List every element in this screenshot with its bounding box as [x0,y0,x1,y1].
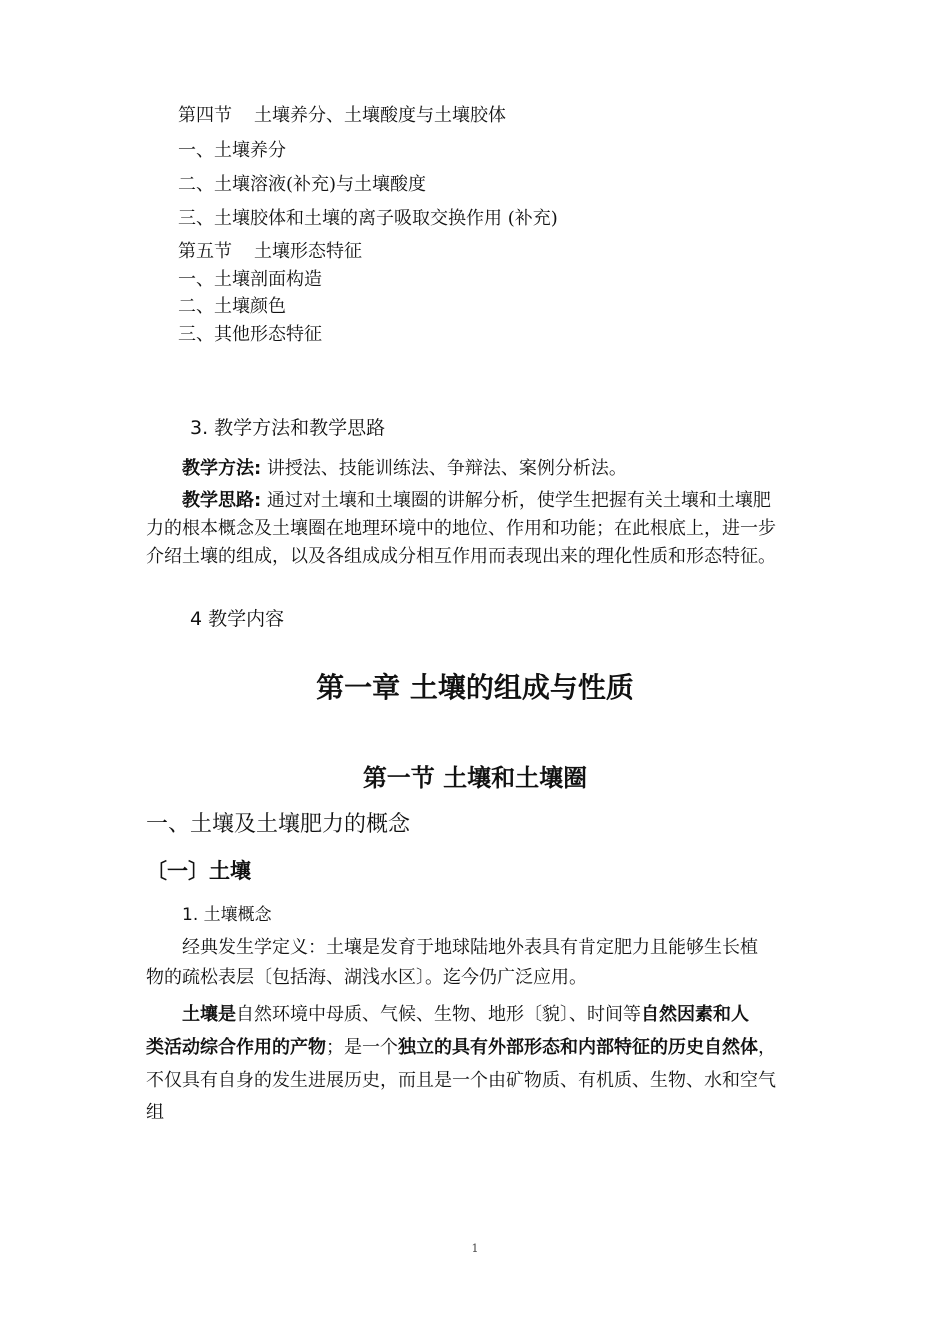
definition-line-1: 经典发生学定义：土壤是发育于地球陆地外表具有肯定肥力且能够生长植 [182,937,758,958]
page-number: 1 [471,1242,479,1255]
bold-text: 自然因素和人 [641,1004,749,1025]
bold-text: 土壤是 [182,1004,236,1025]
section-5-number: 第五节 [178,241,232,262]
method-label: 教学方法: [182,458,262,479]
definition-line-2: 物的疏松表层〔包括海、湖浅水区〕。迄今仍广泛应用。 [146,967,587,988]
normal-text: ；是一个 [326,1037,398,1058]
chapter-title: 第一章 土壤的组成与性质 [316,671,634,704]
heading-level-2: 〔一〕土壤 [146,859,251,883]
paragraph-line-4: 组 [146,1102,164,1123]
normal-text: ， [758,1037,776,1058]
section-title: 第一节 土壤和土壤圈 [362,764,588,792]
method-line [182,457,627,481]
section-5-title: 土壤形态特征 [254,241,362,262]
outline-item: 三、土壤胶体和土壤的离子吸取交换作用 (补充) [178,208,558,229]
paragraph-line-3: 不仅具有自身的发生进展历史，而且是一个由矿物质、有机质、生物、水和空气 [146,1070,776,1091]
content-heading: 4 教学内容 [190,608,285,630]
item-heading: 1. 土壤概念 [182,905,272,925]
outline-item: 一、土壤养分 [178,140,286,161]
idea-label: 教学思路: [182,490,262,511]
idea-line-1 [182,489,771,513]
paragraph-line-1 [182,1003,749,1027]
section-4-number: 第四节 [178,105,232,126]
normal-text: 自然环境中母质、气候、生物、地形〔貌〕、时间等 [236,1004,641,1025]
outline-item: 三、其他形态特征 [178,324,322,345]
methods-heading: 3. 教学方法和教学思路 [190,417,386,439]
outline-item: 二、土壤颜色 [178,296,286,317]
outline-item: 二、土壤溶液(补充)与土壤酸度 [178,174,427,195]
idea-text-1: 通过对土壤和土壤圈的讲解分析，使学生把握有关土壤和土壤肥 [261,490,771,511]
heading-level-1: 一、土壤及土壤肥力的概念 [146,812,411,837]
section-4-title: 土壤养分、土壤酸度与土壤胶体 [254,105,506,126]
bold-text: 类活动综合作用的产物 [146,1037,326,1058]
method-text: 讲授法、技能训练法、争辩法、案例分析法。 [261,458,627,479]
outline-item: 一、土壤剖面构造 [178,269,322,290]
idea-line-2: 力的根本概念及土壤圈在地理环境中的地位、作用和功能；在此根底上，进一步 [146,518,776,539]
idea-line-3: 介绍土壤的组成，以及各组成成分相互作用而表现出来的理化性质和形态特征。 [146,546,776,567]
paragraph-line-2 [146,1036,776,1060]
section-5-heading [178,240,362,264]
section-4-heading [178,104,506,128]
bold-text: 独立的具有外部形态和内部特征的历史自然体 [398,1037,758,1058]
